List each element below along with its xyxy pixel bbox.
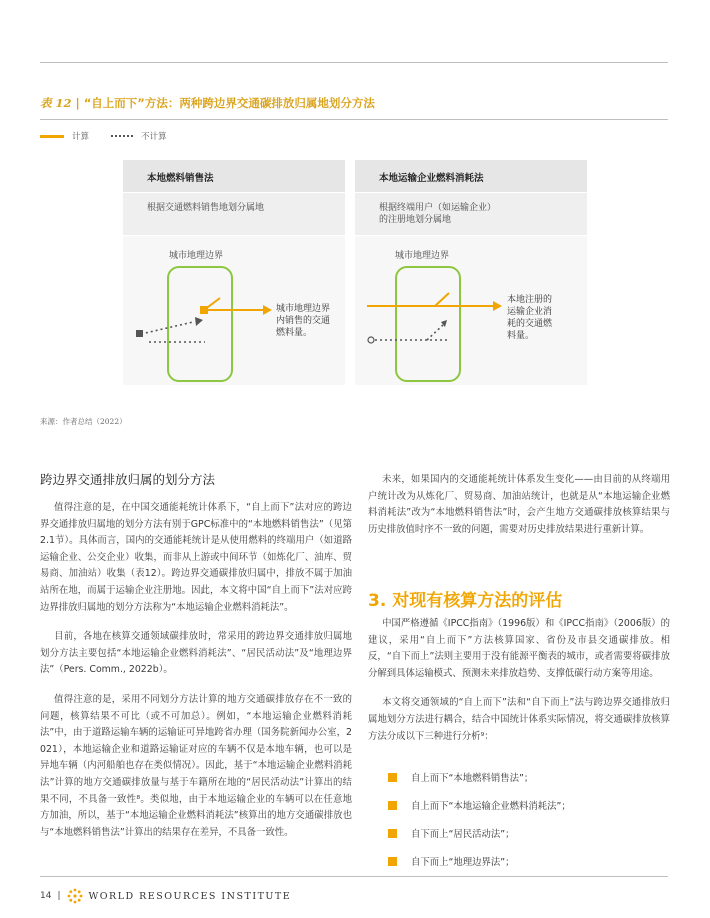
organization-name: WORLD RESOURCES INSTITUTE	[88, 890, 292, 902]
footer-rule	[40, 876, 668, 877]
legend-dotted-swatch	[111, 135, 133, 137]
panel-local-fuel-sales	[123, 160, 345, 385]
paragraph: 本文将交通领域的“自上而下”法和“自下而上”法与跨边界交通排放归属地划分方法进行耦合，结合中国统计体系实际情况，将交通碳排放核算方法分成以下三种进行分析⁹：	[368, 697, 670, 742]
panel-header: 本地燃料销售法	[123, 160, 345, 192]
paragraph: 值得注意的是，采用不同划分方法计算的地方交通碳排放存在不一致的问题，核算结果不可比（或不可加总）。例如，“本地运输企业燃料消耗法”中，由于道路运输车辆的运输证可异地跨省办理（国务院新闻办公室，2021），本地运输企业和道路运输证对应的车辆不仅是本地车辆，也可以是异地车辆（内河船舶也存在类似情况）。因此，基于“本地运输企业燃料消耗法”计算的地方交通碳排放量与基于车籍所在地的“居民活动法”计算出的结果不同，不具备一致性⁸。类似地，由于本地运输企业的车辆可以在任意地方加油，所以，基于“本地运输企业燃料消耗法”核算出的地方交通碳排放也与“本地燃料销售法”计算出的结果存在差异，不具备一致性。	[40, 693, 352, 838]
legend	[40, 130, 167, 142]
panel-diagram	[355, 236, 587, 385]
panel-diagram	[123, 236, 345, 385]
legend-solid-swatch	[40, 135, 64, 138]
paragraph: 值得注意的是，在中国交通能耗统计体系下，“自上而下”法对应的跨边界交通排放归属地的划分方法有别于GPC标准中的“本地燃料销售法”（见第2.1节）。具体而言，国内的交通能耗统计是从使用燃料的终端用户（如道路运输企业、公交企业）收集，而非从上游或中间环节（如炼化厂、油库、贸易商、加油站）收集（表12）。跨边界交通碳排放归属中，排放不属于加油站所在地，而属于运输企业注册地。因此，本文将中国“自上而下”法对应跨边界排放归属地的划分方法称为“本地运输企业燃料消耗法”。	[40, 502, 352, 613]
paragraph: 未来，如果国内的交通能耗统计体系发生变化——由目前的从终端用户统计改为从炼化厂、贸易商、加油站统计，也就是从“本地运输企业燃料消耗法”改为“本地燃料销售法”时，会产生地方交通碳排放核算结果与历史排放值时序不一致的问题，需要对历史排放结果进行重新计算。	[368, 474, 670, 535]
table-title-text: “自上而下”方法：两种跨边界交通碳排放归属地划分方法	[83, 96, 375, 110]
table-number: 表 12	[40, 96, 72, 110]
panel-note: 本地注册的 运输企业消 耗的交通燃 料量。	[507, 295, 553, 341]
page-number: 14	[40, 891, 52, 901]
right-column-intro	[368, 472, 670, 551]
city-boundary-label: 城市地理边界	[169, 251, 224, 261]
footer	[40, 888, 291, 904]
list-item: 自上而下“本地运输企业燃料消耗法”；	[388, 791, 678, 819]
section-title: 3. 对现有核算方法的评估	[368, 591, 563, 611]
source-note: 来源：作者总结（2022）	[40, 417, 127, 426]
panel-note: 城市地理边界 内销售的交通 燃料量。	[276, 304, 331, 338]
flow-arrows	[355, 236, 587, 385]
bullet-square-icon	[388, 829, 397, 838]
list-item: 自下而上“居民活动法”；	[388, 819, 678, 847]
list-item: 自上而下“本地燃料销售法”；	[388, 763, 678, 791]
legend-solid-label: 计算	[72, 132, 90, 142]
title-rule	[40, 119, 668, 120]
section-heading: 跨边界交通排放归属的划分方法	[40, 472, 216, 487]
panel-header: 本地运输企业燃料消耗法	[355, 160, 587, 192]
panel-local-transport-enterprise	[355, 160, 587, 385]
bullet-square-icon	[388, 857, 397, 866]
bullet-square-icon	[388, 801, 397, 810]
panel-subheader: 根据交通燃料销售地划分属地	[123, 193, 345, 235]
paragraph: 中国严格遵循《IPCC指南》（1996版）和《IPCC指南》（2006版）的建议，采用“自上而下”方法核算国家、省份及市县交通碳排放。相反，“自下而上”法则主要用于没有能源平衡表的城市，或者需要将碳排放分解到具体运输模式、预测未来排放趋势、支撑低碳行动方案等用途。	[368, 618, 670, 679]
bullet-square-icon	[388, 773, 397, 782]
table-separator: |	[75, 96, 84, 110]
top-rule	[40, 62, 668, 63]
legend-dotted-label: 不计算	[141, 132, 167, 142]
wri-logo-icon	[67, 888, 83, 904]
city-boundary-label: 城市地理边界	[395, 251, 450, 261]
list-item: 自下而上“地理边界法”；	[388, 847, 678, 875]
right-column-body	[368, 616, 670, 758]
method-list	[388, 763, 678, 875]
footer-separator: |	[57, 891, 61, 901]
left-column	[40, 470, 352, 854]
table-title	[40, 95, 680, 111]
paragraph: 目前，各地在核算交通领域碳排放时，常采用的跨边界交通排放归属地划分方法主要包括“本地运输企业燃料消耗法”、“居民活动法”及“地理边界法”（Pers. Comm., 2022b）。	[40, 631, 352, 676]
panel-subheader: 根据终端用户（如运输企业） 的注册地划分属地	[355, 193, 587, 235]
